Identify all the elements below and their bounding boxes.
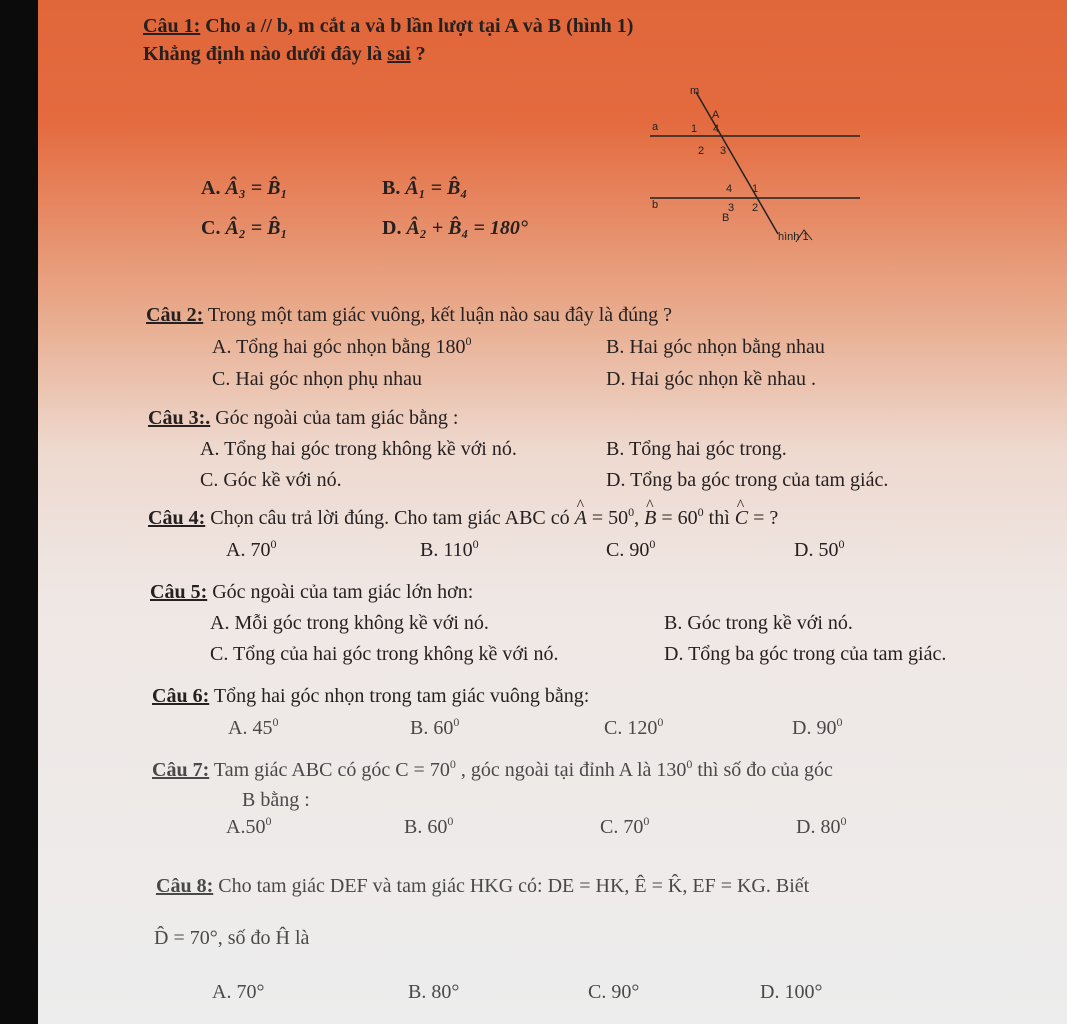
q4-option-c xyxy=(606,538,655,562)
q1-option-a-letter: A. xyxy=(201,177,221,199)
q1-option-d xyxy=(382,216,528,240)
q7-option-c xyxy=(600,815,649,839)
q4-angle-b-value: = 60 xyxy=(656,507,698,529)
q7-option-c-text: C. 70 xyxy=(600,816,644,838)
q4-line: Câu 4: Chọn câu trả lời đúng. Cho tam giác ABC có ^ $A = 50^0$, ^ $B = 60^0$ thì ^ C = ? xyxy=(148,506,778,530)
q3-option-b: B. Tổng hai góc trong. xyxy=(606,438,787,460)
q1-option-c-expr: Â₂ = B̂₁ xyxy=(225,217,288,239)
q4-option-d-text: D. 50 xyxy=(794,539,839,561)
angle-b3: 3 xyxy=(728,202,735,214)
q8-line1 xyxy=(156,874,809,898)
q8-text: Cho tam giác DEF và tam giác HKG có: DE = HK, Ê = K̂, EF = KG. Biết xyxy=(213,875,810,897)
q4-option-d-deg: 0 xyxy=(838,537,845,551)
q7-text-b: , góc ngoài tại đỉnh A là 130 xyxy=(455,759,687,781)
angle-a4: 4 xyxy=(713,123,720,135)
line-m xyxy=(696,92,778,234)
label-point-b: B xyxy=(722,212,730,224)
q3-line xyxy=(148,406,458,430)
q5-option-d: D. Tổng ba góc trong của tam giác. xyxy=(664,643,947,665)
q2-option-c: C. Hai góc nhọn phụ nhau xyxy=(212,368,422,390)
q1-option-c-letter: C. xyxy=(201,217,221,239)
q1-text: Cho a // b, m cắt a và b lần lượt tại A và B (hình 1) xyxy=(200,15,634,37)
q5-option-c: C. Tổng của hai góc trong không kề với nó. xyxy=(210,643,559,665)
q1-line1 xyxy=(143,14,633,38)
angle-b1: 1 xyxy=(752,183,759,195)
q5-option-b: B. Góc trong kề với nó. xyxy=(664,612,853,634)
q1-option-b-letter: B. xyxy=(382,177,401,199)
q2-option-a xyxy=(212,335,472,359)
q7-line1 xyxy=(152,758,833,782)
q1-option-a xyxy=(201,176,287,200)
label-line-b: b xyxy=(652,199,659,211)
q6-option-d-text: D. 90 xyxy=(792,717,837,739)
q4-option-b xyxy=(420,538,479,562)
q7-option-b-text: B. 60 xyxy=(404,816,448,838)
q4-option-c-text: C. 90 xyxy=(606,539,650,561)
q8-option-b: B. 80° xyxy=(408,981,460,1003)
q6-label: Câu 6: xyxy=(152,685,210,707)
q4-angle-b: ^ B xyxy=(644,506,656,530)
q2-line xyxy=(146,303,672,327)
q5-line xyxy=(150,580,473,604)
q4-option-d xyxy=(794,538,844,562)
q1-option-d-letter: D. xyxy=(382,217,402,239)
q4-option-c-deg: 0 xyxy=(649,537,656,551)
q2-option-a-text: A. Tổng hai góc nhọn bằng 180 xyxy=(212,336,466,358)
q8-option-c: C. 90° xyxy=(588,981,640,1003)
q7-label: Câu 7: xyxy=(152,759,210,781)
q6-option-a-text: A. 45 xyxy=(228,717,273,739)
q6-option-c-text: C. 120 xyxy=(604,717,658,739)
q2-text: Trong một tam giác vuông, kết luận nào sau đây là đúng ? xyxy=(203,304,673,326)
q4-option-a xyxy=(226,538,276,562)
q1-label: Câu 1: xyxy=(143,15,201,37)
q5-option-a: A. Mỗi góc trong không kề với nó. xyxy=(210,612,489,634)
worksheet xyxy=(38,0,1067,1024)
q6-option-b-text: B. 60 xyxy=(410,717,454,739)
q6-option-a xyxy=(228,716,278,740)
q3-option-c: C. Góc kề với nó. xyxy=(200,469,342,491)
angle-a2: 2 xyxy=(698,145,705,157)
q1-line2 xyxy=(143,42,426,66)
q8-option-a: A. 70° xyxy=(212,981,265,1003)
q1-option-d-expr: Â₂ + B̂₄ = 180° xyxy=(406,217,528,239)
q8-option-d: D. 100° xyxy=(760,981,823,1003)
q6-option-a-deg: 0 xyxy=(272,715,279,729)
q4-deg-a: 0 xyxy=(628,505,635,519)
q7-option-d-text: D. 80 xyxy=(796,816,841,838)
angle-a3: 3 xyxy=(720,145,727,157)
q1-sai-word: sai xyxy=(387,43,411,65)
q2-label: Câu 2: xyxy=(146,304,204,326)
q6-text: Tổng hai góc nhọn trong tam giác vuông bằng: xyxy=(209,685,590,707)
q4-option-b-text: B. 110 xyxy=(420,539,473,561)
q2-option-a-sup: 0 xyxy=(465,334,472,348)
q5-text: Góc ngoài của tam giác lớn hơn: xyxy=(207,581,474,603)
q7-line2: B bằng : xyxy=(242,789,310,811)
q1-option-a-expr: Â₃ = B̂₁ xyxy=(225,177,288,199)
label-point-a: A xyxy=(712,109,720,121)
q4-ask: = ? xyxy=(748,507,779,529)
angle-b2: 2 xyxy=(752,202,759,214)
q7-deg-c: 0 xyxy=(449,757,456,771)
angle-b4: 4 xyxy=(726,183,733,195)
figure-hinh-1 xyxy=(610,84,860,254)
q7-option-d xyxy=(796,815,846,839)
q3-label: Câu 3:. xyxy=(148,407,211,429)
q6-option-b-deg: 0 xyxy=(453,715,460,729)
q6-option-d xyxy=(792,716,842,740)
q3-option-a: A. Tổng hai góc trong không kề với nó. xyxy=(200,438,517,460)
q4-text: Chọn câu trả lời đúng. Cho tam giác ABC có xyxy=(205,507,575,529)
q7-text-c: thì số đo của góc xyxy=(692,759,833,781)
angle-a1: 1 xyxy=(691,123,698,135)
q4-deg-b: 0 xyxy=(697,505,704,519)
q7-option-a-text: A.50 xyxy=(226,816,266,838)
label-line-m: m xyxy=(690,85,700,97)
q7-option-a-deg: 0 xyxy=(265,814,272,828)
q6-line xyxy=(152,684,589,708)
q4-angle-a: ^ A xyxy=(575,506,587,530)
q7-text-a: Tam giác ABC có góc C = 70 xyxy=(209,759,450,781)
left-black-border xyxy=(0,0,38,1024)
q6-option-c xyxy=(604,716,663,740)
q1-line2-text: Khẳng định nào dưới đây là xyxy=(143,43,388,65)
q4-option-a-deg: 0 xyxy=(270,537,277,551)
label-line-a: a xyxy=(652,121,659,133)
q2-option-b: B. Hai góc nhọn bằng nhau xyxy=(606,336,825,358)
q4-label: Câu 4: xyxy=(148,507,206,529)
q4-angle-a-value: = 50 xyxy=(586,507,629,529)
q7-option-b-deg: 0 xyxy=(447,814,454,828)
q8-line2: D̂ = 70°, số đo Ĥ là xyxy=(154,927,310,949)
q8-label: Câu 8: xyxy=(156,875,214,897)
q4-option-a-text: A. 70 xyxy=(226,539,271,561)
q6-option-d-deg: 0 xyxy=(836,715,843,729)
q2-option-d: D. Hai góc nhọn kề nhau . xyxy=(606,368,816,390)
q7-option-a xyxy=(226,815,271,839)
q3-option-d: D. Tổng ba góc trong của tam giác. xyxy=(606,469,889,491)
q7-deg-a: 0 xyxy=(686,757,693,771)
q4-option-b-deg: 0 xyxy=(472,537,479,551)
q4-then: thì xyxy=(703,507,735,529)
q1-option-b-expr: Â₁ = B̂₄ xyxy=(405,177,468,199)
q6-option-b xyxy=(410,716,459,740)
q1-option-c xyxy=(201,216,287,240)
q1-line2-end: ? xyxy=(410,43,426,65)
q1-option-b xyxy=(382,176,467,200)
q7-option-b xyxy=(404,815,453,839)
q5-label: Câu 5: xyxy=(150,581,208,603)
q3-text: Góc ngoài của tam giác bằng : xyxy=(210,407,459,429)
q4-angle-c: ^ C xyxy=(735,506,748,530)
figure-caption: hình 1 xyxy=(778,231,809,243)
q6-option-c-deg: 0 xyxy=(657,715,664,729)
q7-option-d-deg: 0 xyxy=(840,814,847,828)
q7-option-c-deg: 0 xyxy=(643,814,650,828)
